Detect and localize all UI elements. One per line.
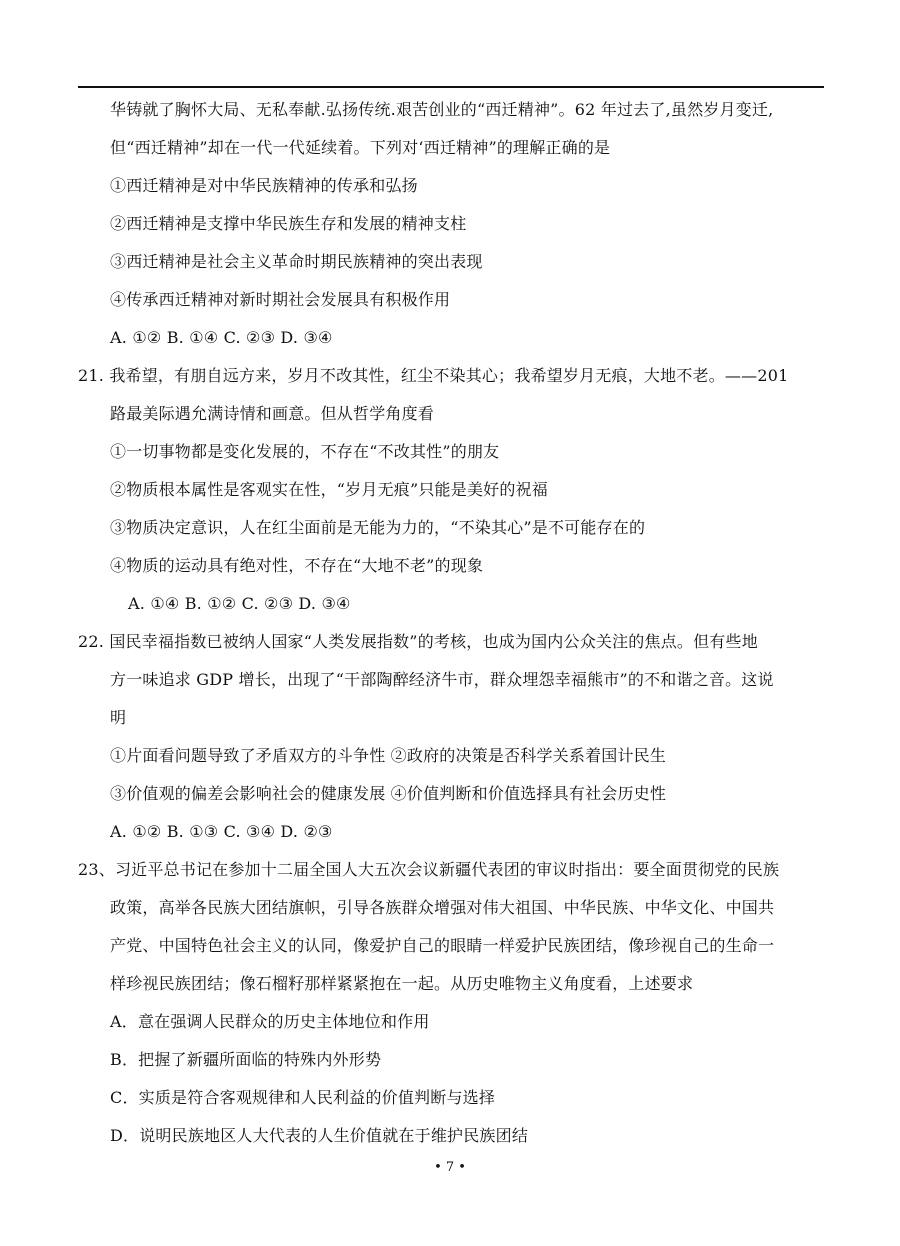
q22-options: A. ①② B. ①③ C. ③④ D. ②③ [110, 822, 333, 841]
q21-statement-4: ④物质的运动具有绝对性，不存在“大地不老”的现象 [110, 556, 484, 575]
q22-statements-row-1: ①片面看问题导致了矛盾双方的斗争性 ②政府的决策是否科学关系着国计民生 [110, 746, 667, 765]
q20-stem-line-2: 但“西迁精神”却在一代一代延续着。下列对‘西迁精神”的理解正确的是 [110, 138, 611, 157]
q20-stem-line-1: 华铸就了胸怀大局、无私奉献.弘扬传统.艰苦创业的“西迁精神”。62 年过去了,虽然岁月变迁, [110, 100, 774, 119]
q23-option-c: C．实质是符合客观规律和人民利益的价值判断与选择 [110, 1088, 496, 1107]
q21-options: A. ①④ B. ①② C. ②③ D. ③④ [128, 594, 351, 613]
q20-statement-2: ②西迁精神是支撑中华民族生存和发展的精神支柱 [110, 214, 467, 233]
q20-statement-3: ③西迁精神是社会主义革命时期民族精神的突出表现 [110, 252, 483, 271]
page-number: • 7 • [434, 1160, 466, 1175]
q23-stem-line-2: 政策，高举各民族大团结旗帜，引导各族群众增强对伟大祖国、中华民族、中华文化、中国共 [110, 898, 775, 917]
q20-statement-1: ①西迁精神是对中华民族精神的传承和弘扬 [110, 176, 418, 195]
q23-option-b: B．把握了新疆所面临的特殊内外形势 [110, 1050, 382, 1069]
q21-stem-line-2: 路最美际遇允满诗情和画意。但从哲学角度看 [110, 404, 435, 423]
top-rule [78, 86, 824, 88]
q23-option-a: A．意在强调人民群众的历史主体地位和作用 [110, 1012, 430, 1031]
q23-stem-line-1: 23、习近平总书记在参加十二届全国人大五次会议新疆代表团的审议时指出：要全面贯彻党的民族 [78, 860, 780, 879]
q21-stem-line-1: 21. 我希望，有朋自远方来，岁月不改其性，红尘不染其心；我希望岁月无痕，大地不老。——201 [78, 366, 789, 385]
q22-stem-line-1: 22. 国民幸福指数已被纳人国家“人类发展指数”的考核，也成为国内公众关注的焦点。但有些地 [78, 632, 758, 651]
q21-statement-1: ①一切事物都是变化发展的，不存在“不改其性”的朋友 [110, 442, 500, 461]
q20-options: A. ①② B. ①④ C. ②③ D. ③④ [110, 328, 333, 347]
q23-option-d: D．说明民族地区人大代表的人生价值就在于维护民族团结 [110, 1126, 529, 1145]
q22-stem-line-2: 方一味追求 GDP 增长，出现了“干部陶醉经济牛市，群众埋怨幸福熊市”的不和谐之音。这说 [110, 670, 774, 689]
q22-stem-line-3: 明 [110, 708, 127, 727]
q21-statement-3: ③物质决定意识，人在红尘面前是无能为力的，“不染其心”是不可能存在的 [110, 518, 646, 537]
q23-stem-line-4: 样珍视民族团结；像石榴籽那样紧紧抱在一起。从历史唯物主义角度看，上述要求 [110, 974, 694, 993]
q21-statement-2: ②物质根本属性是客观实在性，“岁月无痕”只能是美好的祝福 [110, 480, 548, 499]
q22-statements-row-2: ③价值观的偏差会影响社会的健康发展 ④价值判断和价值选择具有社会历史性 [110, 784, 667, 803]
q23-stem-line-3: 产党、中国特色社会主义的认同，像爱护自己的眼睛一样爱护民族团结，像珍视自己的生命一 [110, 936, 775, 955]
q20-statement-4: ④传承西迁精神对新时期社会发展具有积极作用 [110, 290, 451, 309]
